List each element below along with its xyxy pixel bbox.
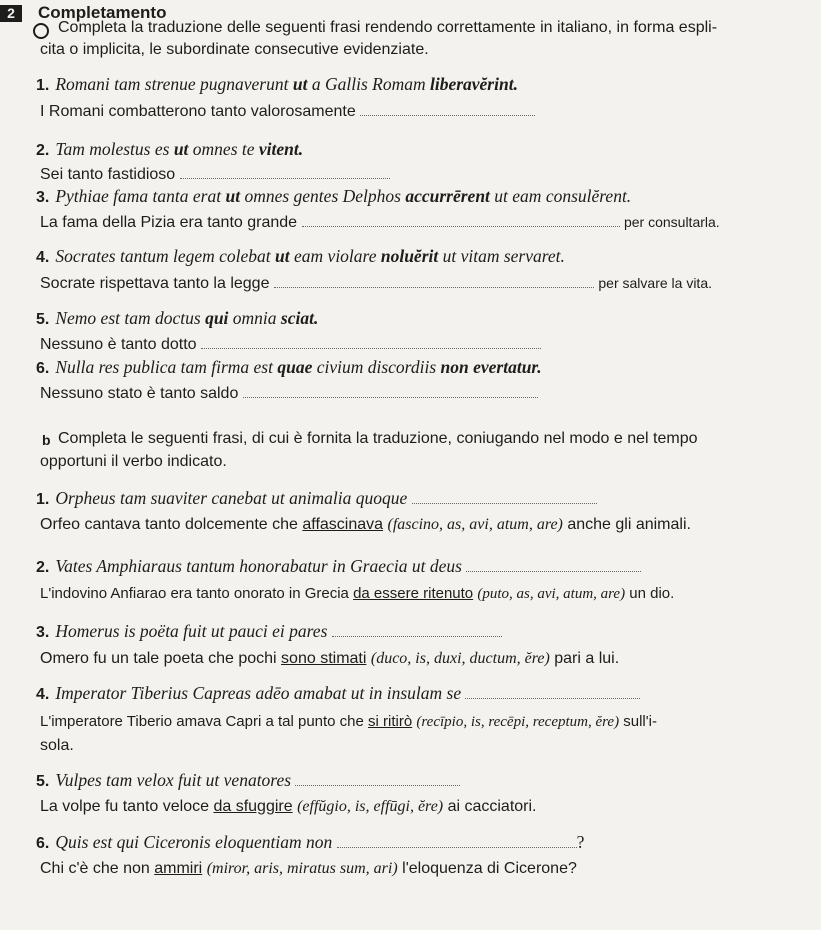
- answer-blank[interactable]: [295, 784, 460, 786]
- answer-blank[interactable]: [412, 502, 597, 504]
- exercise-a-item-1-latin: 1. Romani tam strenue pugnaverunt ut a Gallis Romam liberavĕrint.: [36, 74, 518, 94]
- exercise-b-item-2-italian: L'indovino Anfiarao era tanto onorato in Grecia da essere ritenuto (puto, as, avi, atum, are) un dio.: [40, 585, 675, 602]
- exercise-a-item-1-italian: I Romani combatterono tanto valorosamente: [40, 103, 535, 121]
- answer-blank[interactable]: [332, 635, 502, 637]
- exercise-b-item-5-latin: 5. Vulpes tam velox fuit ut venatores: [36, 770, 460, 791]
- exercise-a-item-2-latin: 2. Tam molestus es ut omnes te vitent.: [36, 139, 304, 159]
- exercise-a-item-4-italian: Socrate rispettava tanto la legge per salvare la vita.: [40, 275, 712, 292]
- exercise-a-instruction-line1: Completa la traduzione delle seguenti frasi rendendo correttamente in italiano, in forma espli-: [58, 19, 718, 36]
- answer-blank[interactable]: [360, 114, 535, 116]
- exercise-b-item-3-latin: 3. Homerus is poëta fuit ut pauci ei pares: [36, 621, 502, 642]
- answer-blank[interactable]: [201, 347, 541, 349]
- exercise-b-item-4-italian: L'imperatore Tiberio amava Capri a tal punto che si ritirò (recīpio, is, recēpi, receptum, ĕre) sull'i-: [40, 713, 657, 730]
- exercise-b-item-3-italian: Omero fu un tale poeta che pochi sono stimati (duco, is, duxi, ductum, ĕre) pari a lui.: [40, 650, 620, 667]
- exercise-b-instruction-line1: Completa le seguenti frasi, di cui è fornita la traduzione, coniugando nel modo e nel tempo: [58, 430, 698, 447]
- exercise-a-instruction-line2: cita o implicita, le subordinate consecutive evidenziate.: [40, 41, 429, 58]
- exercise-b-instruction-line2: opportuni il verbo indicato.: [40, 453, 227, 470]
- answer-blank[interactable]: [274, 286, 594, 288]
- exercise-b-item-4-latin: 4. Imperator Tiberius Capreas adēo amabat ut in insulam se: [36, 683, 640, 704]
- exercise-b-item-4-italian-continued: sola.: [40, 737, 74, 754]
- exercise-a-item-3-italian: La fama della Pizia era tanto grande per consultarla.: [40, 214, 720, 231]
- answer-blank[interactable]: [243, 396, 538, 398]
- exercise-b-item-6-italian: Chi c'è che non ammiri (miror, aris, miratus sum, ari) l'eloquenza di Cicerone?: [40, 860, 577, 877]
- exercise-b-item-1-italian: Orfeo cantava tanto dolcemente che affascinava (fascino, as, avi, atum, are) anche gli animali.: [40, 516, 691, 533]
- section-number-badge: 2: [0, 5, 22, 22]
- exercise-a-item-6-latin: 6. Nulla res publica tam firma est quae civium discordiis non evertatur.: [36, 357, 542, 377]
- answer-blank[interactable]: [465, 697, 640, 699]
- exercise-b-marker: b: [42, 432, 51, 448]
- exercise-a-item-4-latin: 4. Socrates tantum legem colebat ut eam violare noluĕrit ut vitam servaret.: [36, 246, 565, 266]
- answer-blank[interactable]: [337, 846, 577, 848]
- answer-blank[interactable]: [302, 225, 620, 227]
- exercise-a-item-5-latin: 5. Nemo est tam doctus qui omnia sciat.: [36, 308, 319, 328]
- answer-blank[interactable]: [180, 177, 390, 179]
- exercise-a-marker: [33, 22, 49, 40]
- exercise-a-item-3-latin: 3. Pythiae fama tanta erat ut omnes gentes Delphos accurrērent ut eam consulĕrent.: [36, 186, 632, 206]
- exercise-b-item-5-italian: La volpe fu tanto veloce da sfuggire (effŭgio, is, effūgi, ĕre) ai cacciatori.: [40, 798, 537, 815]
- exercise-b-item-6-latin: 6. Quis est qui Ciceronis eloquentiam non ?: [36, 832, 585, 852]
- answer-blank[interactable]: [466, 570, 641, 572]
- exercise-a-item-2-italian: Sei tanto fastidioso: [40, 166, 390, 184]
- exercise-a-item-6-italian: Nessuno stato è tanto saldo: [40, 385, 538, 403]
- exercise-a-item-5-italian: Nessuno è tanto dotto: [40, 336, 541, 354]
- exercise-b-item-2-latin: 2. Vates Amphiaraus tantum honorabatur in Graecia ut deus: [36, 556, 641, 577]
- section-title: Completamento: [38, 3, 167, 22]
- exercise-b-item-1-latin: 1. Orpheus tam suaviter canebat ut animalia quoque: [36, 488, 597, 509]
